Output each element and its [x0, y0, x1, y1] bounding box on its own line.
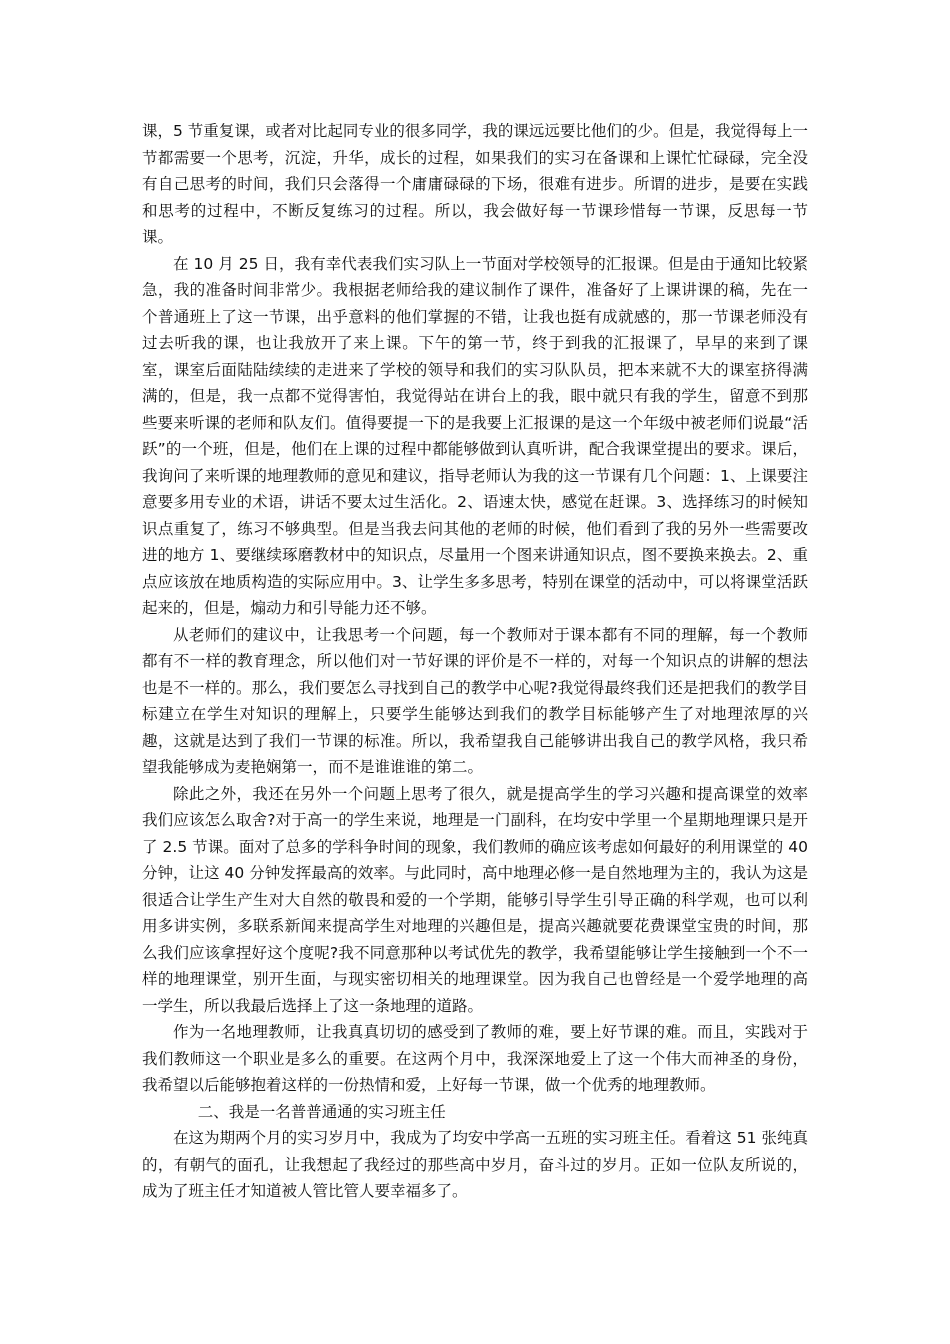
- paragraph-continuation: 课，5 节重复课，或者对比起同专业的很多同学，我的课远远要比他们的少。但是，我觉得每上一节都需要一个思考，沉淀，升华，成长的过程，如果我们的实习在备课和上课忙忙碌碌，完全没有自己思考的时间，我们只会落得一个庸庸碌碌的下场，很难有进步。所谓的进步，是要在实践和思考的过程中，不断反复练习的过程。所以，我会做好每一节课珍惜每一节课，反思每一节课。: [142, 122, 808, 246]
- document-page: [142, 118, 808, 1205]
- paragraph-class-teacher: 在这为期两个月的实习岁月中，我成为了均安中学高一五班的实习班主任。看着这 51 张纯真的，有朝气的面孔，让我想起了我经过的那些高中岁月，奋斗过的岁月。正如一位队友所说的，成为了班主任才知道被人管比管人要幸福多了。: [142, 1129, 808, 1200]
- section-heading-class-teacher: 二、我是一名普普通通的实习班主任: [197, 1102, 446, 1121]
- paragraph-teaching-center: 从老师们的建议中，让我思考一个问题，每一个教师对于课本都有不同的理解，每一个教师都有不一样的教育理念，所以他们对一节好课的评价是不一样的，对每一个知识点的讲解的想法也是不一样的。那么，我们要怎么寻找到自己的教学中心呢?我觉得最终我们还是把我们的教学目标建立在学生对知识的理解上，只要学生能够达到我们的教学目标能够产生了对地理浓厚的兴趣，这就是达到了我们一节课的标准。所以，我希望我自己能够讲出我自己的教学风格，我只希望我能够成为麦艳娴第一，而不是谁谁谁的第二。: [142, 625, 808, 776]
- paragraph-interest-efficiency: 除此之外，我还在另外一个问题上思考了很久，就是提高学生的学习兴趣和提高课堂的效率我们应该怎么取舍?对于高一的学生来说，地理是一门副科，在均安中学里一个星期地理课只是开了 2.5 节课。面对了总多的学科争时间的现象，我们教师的确应该考虑如何最好的利用课堂的 40 分钟，让这 40 分钟发挥最高的效率。与此同时，高中地理必修一是自然地理为主的，我认为这是很适合让学生产生对大自然的敬畏和爱的一个学期，能够引导学生引导正确的科学观，也可以利用多讲实例，多联系新闻来提高学生对地理的兴趣但是，提高兴趣就要花费课堂宝贵的时间，那么我们应该拿捏好这个度呢?我不同意那种以考试优先的教学，我希望能够让学生接触到一个不一样的地理课堂，别开生面，与现实密切相关的地理课堂。因为我自己也曾经是一个爱学地理的高一学生，所以我最后选择上了这一条地理的道路。: [142, 784, 808, 1015]
- paragraph-report-lesson: 在 10 月 25 日，我有幸代表我们实习队上一节面对学校领导的汇报课。但是由于通知比较紧急，我的准备时间非常少。我根据老师给我的建议制作了课件，准备好了上课讲课的稿，先在一个普通班上了这一节课，出乎意料的他们掌握的不错，让我也挺有成就感的，那一节课老师没有过去听我的课，也让我放开了来上课。下午的第一节，终于到我的汇报课了，早早的来到了课室，课室后面陆陆续续的走进来了学校的领导和我们的实习队队员，把本来就不大的课室挤得满满的，但是，我一点都不觉得害怕，我觉得站在讲台上的我，眼中就只有我的学生，留意不到那些要来听课的老师和队友们。值得要提一下的是我要上汇报课的是这一个年级中被老师们说最“活跃”的一个班，但是，他们在上课的过程中都能够做到认真听讲，配合我课堂提出的要求。课后，我询问了来听课的地理教师的意见和建议，指导老师认为我的这一节课有几个问题：1、上课要注意要多用专业的术语，讲话不要太过生活化。2、语速太快，感觉在赶课。3、选择练习的时候知识点重复了，练习不够典型。但是当我去问其他的老师的时候，他们看到了我的另外一些需要改进的地方 1、要继续琢磨教材中的知识点，尽量用一个图来讲通知识点，图不要换来换去。2、重点应该放在地质构造的实际应用中。3、让学生多多思考，特别在课堂的活动中，可以将课堂活跃起来的，但是，煽动力和引导能力还不够。: [142, 254, 808, 617]
- paragraph-geography-teacher: 作为一名地理教师，让我真真切切的感受到了教师的难，要上好节课的难。而且，实践对于我们教师这一个职业是多么的重要。在这两个月中，我深深地爱上了这一个伟大而神圣的身份，我希望以后能够抱着这样的一份热情和爱，上好每一节课，做一个优秀的地理教师。: [142, 1023, 808, 1094]
